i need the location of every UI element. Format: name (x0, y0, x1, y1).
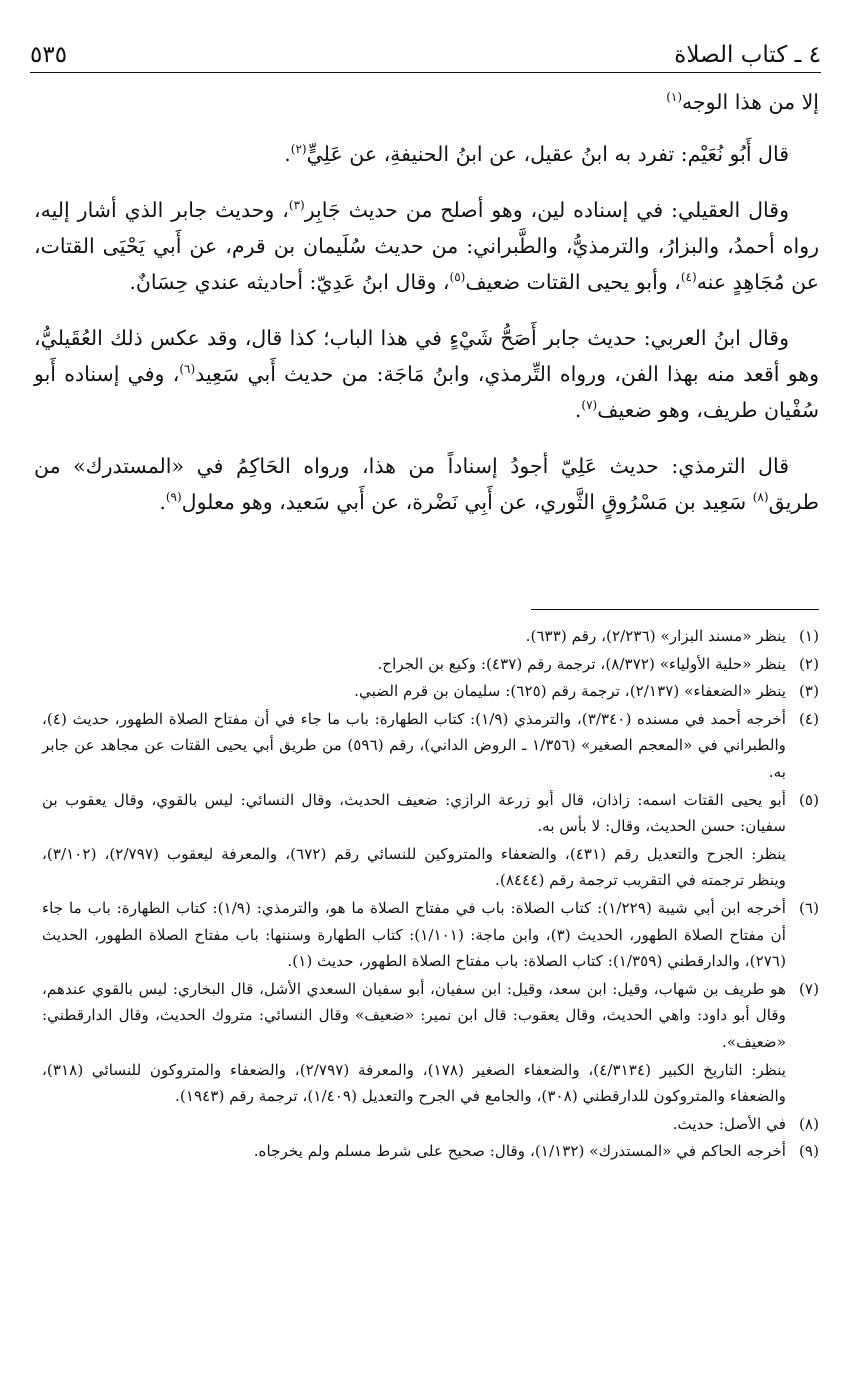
footnote-text: أخرجه الحاكم في «المستدرك» (١/١٣٢)، وقال: صحيح على شرط مسلم ولم يخرجاه. (253, 1142, 786, 1161)
paragraph-3: وقال العقيلي: في إسناده لين، وهو أصلح من حديث جَابِر$^{(٣)}$، وحديث جابر الذي أشار إليه، رواه أحمدُ، والبزارُ، والترمذيُّ، والطَّبراني: من حديث سُلَيمان بن قرم، عن أَبي يَحْيَى القتات، عن مُجَاهِدٍ عنه$^{(٤)}$، وأبو يحيى القتات ضعيف$^{(٥)}$، وقال ابنُ عَدِيّ: أحاديثه عندي حِسَانٌ. (34, 198, 819, 294)
footnote-number: (٦) (798, 898, 819, 917)
footnote-ref-2: (٢) (290, 142, 307, 157)
main-text (34, 84, 819, 540)
footnote-ref-6: (٦) (179, 362, 196, 377)
footnote-text: ينظر «حلية الأولياء» (٨/٣٧٢)، ترجمة رقم (٤٣٧): وكيع بن الجراح. (377, 654, 786, 673)
page-number: ٥٣٥ (30, 42, 68, 68)
footnote-number: (٤) (798, 709, 819, 728)
footnote-text-reference: ينظر: الجرح والتعديل رقم (٤٣١)، والضعفاء والمتروكين للنسائي رقم (٦٧٢)، والمعرفة ليعقوب (٢/٧٩٧)، (٣/١٠٢)، وينظر ترجمته في التقريب ترجمة رقم (٨٤٤٤). (42, 844, 787, 890)
footnote-number: (٢) (798, 654, 819, 673)
footnote-7 (42, 976, 819, 1110)
footnote-number: (٨) (798, 1114, 819, 1133)
footnote-number: (١) (798, 627, 819, 645)
footnote-8 (42, 1111, 819, 1138)
footnote-2 (42, 651, 819, 678)
footnote-number: (٥) (798, 790, 819, 809)
footnote-9 (42, 1138, 819, 1165)
chapter-title: ٤ ـ كتاب الصلاة (674, 42, 821, 68)
footnote-text: أخرجه ابن أبي شيبة (١/٢٢٩): كتاب الصلاة: باب في مفتاح الصلاة ما هو، والترمذي: (١/٩): كتاب الطهارة: باب ما جاء أن مفتاح الصلاة الطهور، الحديث (٣)، وابن ماجة: (١/١٠١): كتاب الطهارة وسننها: باب مفتاح الصلاة الطهور، الحديث (٢٧٦)، والدارقطني (١/٣٥٩): كتاب الصلاة: باب مفتاح الصلاة الطهور، حديث (١). (42, 898, 787, 971)
footnote-ref-9: (٩) (165, 490, 182, 505)
running-header (30, 32, 821, 73)
footnote-text: ينظر «الضعفاء» (٢/١٣٧)، ترجمة رقم (٦٢٥): سليمان بن قرم الضبي. (354, 682, 786, 701)
footnote-ref-3: (٣) (288, 198, 305, 213)
paragraph-4: وقال ابنُ العربي: حديث جابر أَصَحُّ شَيْءٍ في هذا الباب؛ كذا قال، وقد عكس ذلك العُقَيليُّ، وهو أقعد منه بهذا الفن، ورواه التِّرمذي، وابنُ مَاجَة: من حديث أَبي سَعِيد$^{(٦)}$، وفي إسناده أَبو سُفْيان طريف، وهو ضعيف$^{(٧)}$. (34, 326, 819, 422)
footnote-text: هو طريف بن شهاب، وقيل: ابن سعد، وقيل: ابن سفيان، أبو سفيان السعدي الأشل، قال البخاري: ليس بالقوي عندهم، وقال أبو داود: واهي الحديث، وقال يعقوب: قال ابن نمير: «ضعيف» وقال النسائي: متروك الحديث، وقال الدارقطني: «ضعيف». (42, 979, 786, 1051)
footnote-number: (٧) (798, 979, 819, 998)
footnote-3 (42, 678, 819, 705)
footnote-5 (42, 787, 819, 894)
paragraph-1: إلا من هذا الوجه$^{(١)}$ (666, 90, 819, 114)
footnotes (42, 623, 819, 1166)
footnote-separator (531, 609, 819, 610)
footnote-1 (42, 623, 819, 650)
footnote-6 (42, 895, 819, 975)
footnote-text: ينظر «مسند البزار» (٢/٢٣٦)، رقم (٦٣٣). (525, 627, 786, 645)
footnote-ref-7: (٧) (581, 398, 598, 413)
footnote-text: في الأصل: حديث. (672, 1114, 786, 1133)
footnote-ref-5: (٥) (449, 270, 466, 285)
footnote-ref-8: (٨) (752, 490, 769, 505)
footnote-text-reference: ينظر: التاريخ الكبير (٤/٣١٣٤)، والضعفاء الصغير (١٧٨)، والمعرفة (٢/٧٩٧)، والضعفاء والمتروكون للنسائي (٣١٨)، والضعفاء والمتروكون للدارقطني (٣٠٨)، والجامع في الجرح والتعديل (١/٤٠٩)، ترجمة رقم (١٩٤٣). (42, 1060, 787, 1106)
paragraph-2: قال أَبُو نُعَيْم: تفرد به ابنُ عقيل، عن ابنُ الحنيفةِ، عن عَلِيٍّ$^{(٢)}$. (284, 142, 789, 166)
paragraph-5: قال الترمذي: حديث عَلِيّ أجودُ إسناداً من هذا، ورواه الحَاكِمُ في «المستدرك» من طريق$^{(٨)}$ سَعِيد بن مَسْرُوقٍ الثَّوري، عن أَبِي نَضْرة، عن أَبي سَعيد، وهو معلول$^{(٩)}$. (34, 454, 819, 514)
footnote-text: أبو يحيى القتات اسمه: زاذان، قال أبو زرعة الرازي: ضعيف الحديث، وقال النسائي: ليس بالقوي، وقال يعقوب بن سفيان: حسن الحديث، وقال: لا بأس به. (42, 790, 786, 836)
footnote-number: (٩) (798, 1142, 819, 1161)
footnote-ref-4: (٤) (680, 270, 697, 285)
footnote-number: (٣) (798, 682, 819, 701)
footnote-text: أخرجه أحمد في مسنده (٣/٣٤٠)، والترمذي (١/٩): كتاب الطهارة: باب ما جاء في أن مفتاح الصلاة الطهور، حديث (٤)، والطبراني في «المعجم الصغير» (١/٣٥٦ ـ الروض الداني)، رقم (٥٩٦) من طريق أبي يحيى القتات عن مجاهد عن جابر به. (42, 709, 787, 781)
footnote-4 (42, 706, 819, 786)
footnote-ref-1: (١) (666, 90, 683, 105)
